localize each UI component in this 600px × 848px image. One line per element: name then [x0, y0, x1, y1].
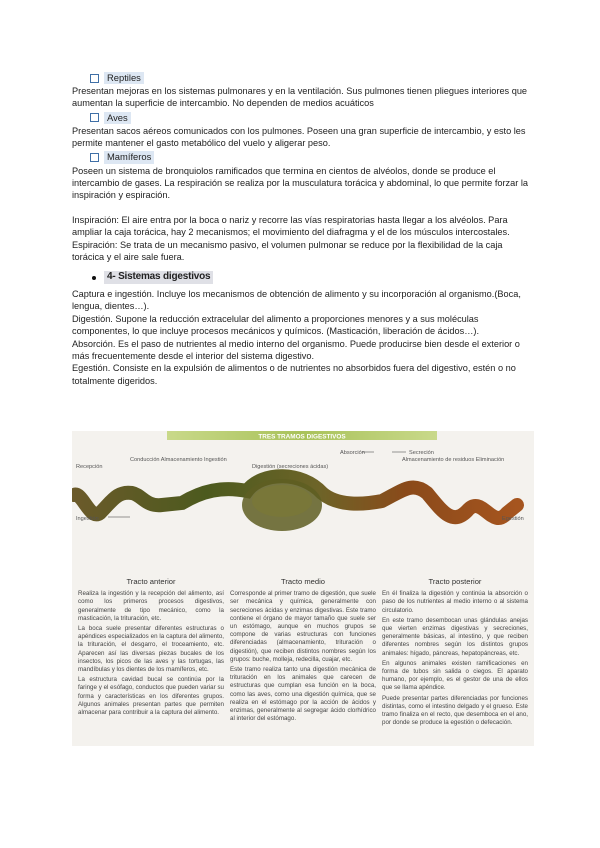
heading-text: Aves: [104, 112, 131, 124]
column-paragraph: En él finaliza la digestión y continúa la absorción o paso de los nutrientes al medio interno o al sistema circulatorio.: [382, 590, 528, 614]
bullet-icon: [92, 276, 96, 280]
column-paragraph: Corresponde al primer tramo de digestión, que suele ser mecánica y química, generalmente con secreciones ácidas y enzimas digestivas. Este tramo contiene el órgano de mayor tamaño que suele ser un estómago, aunque en muchos grupos se compone de varias estructuras con funciones diferenciadas (almacenamiento, trituración o digestión), que reciben distintos nombres según los grupos: buche, molleja, redecilla, cuajar, etc.: [230, 590, 376, 663]
paragraph-reptiles: Presentan mejoras en los sistemas pulmonares y en la ventilación. Sus pulmones tienen pliegues interiores que aumentan la superficie de intercambio. No dependen de medios acuáticos: [72, 86, 528, 109]
tract-columns: [78, 578, 528, 729]
column-paragraph: Puede presentar partes diferenciadas por funciones distintas, como el intestino delgado y el grueso. Este tramo finaliza en el recto, que desemboca en el ano, por donde se produce la egestión o defecación.: [382, 694, 528, 727]
paragraph-espiracion: Espiración: Se trata de un mecanismo pasivo, el volumen pulmonar se reduce por la flexibilidad de la caja torácica y el aire sale fuera.: [72, 239, 503, 263]
heading-reptiles: [72, 71, 532, 85]
column-title: Tracto medio: [280, 577, 326, 586]
stomach-highlight: [252, 485, 312, 517]
label-ingestion: Ingestión: [76, 516, 99, 522]
checkbox-icon: [90, 113, 99, 122]
label-digestion: Digestión (secreciones ácidas): [252, 464, 329, 470]
column-paragraph: En algunos animales existen ramificaciones en forma de tubos sin salida o ciegos. El aparato humano, por ejemplo, es el gestor de una de ellos que se llama apéndice.: [382, 659, 528, 692]
column-paragraph: La boca suele presentar diferentes estructuras o apéndices especializados en la captura del alimento, la trituración, el desgarro, el troceamiento, etc. Aparecen así las diversas piezas bucales de los insectos, los picos de las aves y las tortugas, las mandíbulas y los dientes de los mamíferos, etc.: [78, 625, 224, 674]
section-heading: [72, 271, 532, 283]
column-medio: [230, 578, 376, 729]
label-recepcion: Recepción: [76, 464, 103, 470]
heading-text: Mamíferos: [104, 151, 154, 163]
column-anterior: [78, 578, 224, 729]
paragraph-captura: Captura e ingestión. Incluye los mecanismos de obtención de alimento y su incorporación al organismo.(Boca, lengua, dientes…).: [72, 288, 521, 312]
document-body: [72, 70, 532, 387]
paragraph-absorcion: Absorción. Es el paso de nutrientes al medio interno del organismo. Puede producirse bien desde el exterior o más frecuentemente desde el interior del sistema digestivo.: [72, 338, 520, 361]
paragraph-mamiferos: Poseen un sistema de bronquiolos ramificados que termina en cientos de alvéolos, donde se produce el intercambio de gases. La respiración se realiza por la musculatura torácica y abdominal, lo que permite forzar la inspiración y espiración.: [72, 165, 529, 201]
column-paragraph: Realiza la ingestión y la recepción del alimento, así como los primeros procesos digestivos, generalmente de tipo mecánico, como la masticación, la trituración, etc.: [78, 590, 224, 622]
banner-title: TRES TRAMOS DIGESTIVOS: [258, 433, 346, 441]
column-paragraph: En este tramo desembocan unas glándulas anejas que vierten enzimas digestivas y secreciones, generalmente básicas, al intestino, y que reciben diferentes nombres según los distintos grupos animales: hígado, páncreas, hepatopáncreas, etc.: [382, 616, 528, 657]
paragraph-inspiracion: Inspiración: El aire entra por la boca o nariz y recorre las vías respiratorias hasta llegar a los alvéolos. Para ampliar la caja torácica, hay 2 mecanismos; el movimiento del diafragma y el de los músculos intercostales.: [72, 214, 510, 238]
label-conduccion: Conducción Almacenamiento Ingestión: [130, 457, 227, 463]
heading-aves: [72, 111, 532, 125]
paragraph-digestion: Digestión. Supone la reducción extracelular del alimento a proporciones menores y a sus moléculas componentes, lo que incluye procesos mecánicos y químicos. (Masticación, liberación de ácidos…).: [72, 313, 479, 337]
column-paragraph: La estructura cavidad bucal se continúa por la faringe y el esófago, conductos que pueden variar su forma y características en los diferentes grupos. Algunos animales presentan partes que permiten almacenar para contribuir a la captura del alimento.: [78, 676, 224, 717]
column-posterior: [382, 578, 528, 729]
paragraph-aves: Presentan sacos aéreos comunicados con los pulmones. Poseen una gran superficie de intercambio, y esto les permite mantener el gasto metabólico del vuelo y aligerar peso.: [72, 125, 526, 149]
digestive-diagram: [72, 431, 534, 746]
legend-secrecion: Secreción: [409, 450, 434, 456]
paragraph-egestion: Egestión. Consiste en la expulsión de alimentos o de nutrientes no absorbidos fuera del digestivo, estén o no totalmente digeridos.: [72, 363, 516, 386]
digestive-tract-illustration: [72, 431, 534, 576]
column-title: Tracto posterior: [428, 577, 482, 586]
checkbox-icon: [90, 153, 99, 162]
label-almacenamiento: Almacenamiento de residuos Eliminación: [402, 457, 505, 463]
column-paragraph: Este tramo realiza tanto una digestión mecánica de trituración en los animales que carecen de estructuras que cumplan esa función en la boca, como las aves, como una digestión química, que se realiza en el estómago por la acción de ácidos y enzimas, generalmente al segregar ácido clorhídrico al interior del estómago.: [230, 666, 376, 723]
section-title: 4- Sistemas digestivos: [104, 271, 213, 283]
heading-text: Reptiles: [104, 72, 144, 84]
heading-mamiferos: [72, 151, 532, 165]
checkbox-icon: [90, 74, 99, 83]
label-egestion: Egestión: [502, 516, 524, 522]
legend-absorcion: Absorción: [340, 450, 365, 456]
column-title: Tracto anterior: [126, 577, 176, 586]
